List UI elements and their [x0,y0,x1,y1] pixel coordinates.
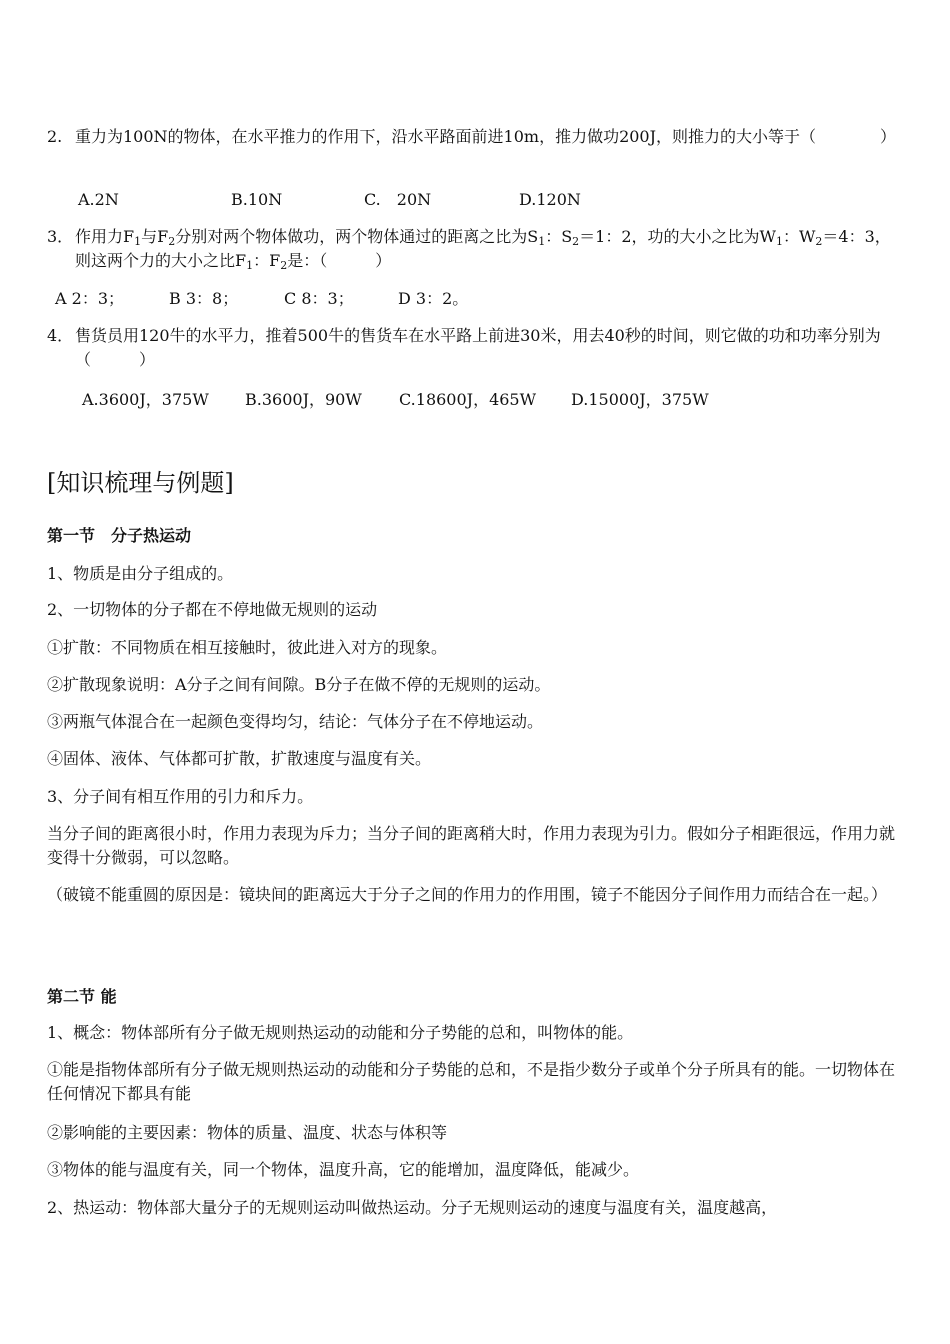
section-1-paragraph: 当分子间的距离很小时，作用力表现为斥力；当分子间的距离稍大时，作用力表现为引力。假如分子相距很远，作用力就变得十分微弱，可以忽略。 [47,824,896,867]
section-1-line: ④固体、液体、气体都可扩散，扩散速度与温度有关。 [47,749,432,768]
section-2-line: ②影响能的主要因素：物体的质量、温度、状态与体积等 [47,1123,448,1142]
section-1-title: 第一节 分子热运动 [47,526,192,545]
question-text: 作用力$F_1$与$F_2$分别对两个物体做功，两个物体通过的距离之比为$S_1$：$S_2=1$：2，功的大小之比为$W_1$：$W_2=4$：3，则这两个力的大小之比$F_1$：$F_2$是：（ ） [75,227,891,272]
section-2-paragraph: ①能是指物体部所有分子做无规则热运动的动能和分子势能的总和，不是指少数分子或单个分子所具有的能。一切物体在任何情况下都具有能 [47,1060,896,1103]
question-3-options [55,287,468,311]
section-1-line: ②扩散现象说明：A分子之间有间隙。B分子在做不停的无规则的运动。 [47,675,551,694]
section-2-line: 2、热运动：物体部大量分子的无规则运动叫做热运动。分子无规则运动的速度与温度有关，温度越高， [47,1198,778,1217]
section-2-line: ③物体的能与温度有关，同一个物体，温度升高，它的能增加，温度降低，能减少。 [47,1160,640,1179]
option-c: C. 20N [364,190,432,209]
question-4-options [82,388,709,412]
option-a: A 2：3； [55,289,125,308]
option-c: C.18600J，465W [399,390,537,409]
option-b: B.3600J，90W [245,390,362,409]
option-a: A.3600J，375W [82,390,209,409]
section-1-line: ③两瓶气体混合在一起颜色变得均匀，结论：气体分子在不停地运动。 [47,712,544,731]
question-3 [47,225,905,273]
section-1-line: 1、物质是由分子组成的。 [47,564,234,583]
question-number: 3． [47,227,74,246]
option-d: D.15000J，375W [571,390,709,409]
question-2-options [78,188,581,212]
question-number: 4． [47,326,74,345]
question-number: 2. [47,127,63,146]
question-4 [47,324,905,372]
question-text: 重力为100N的物体，在水平推力的作用下，沿水平路面前进10m，推力做功200J，则推力的大小等于（ ） [75,127,897,146]
option-b: B 3：8； [169,289,239,308]
option-a: A.2N [78,190,119,209]
option-c: C 8：3； [284,289,354,308]
option-d: D.120N [519,190,581,209]
question-text: 售货员用120牛的水平力，推着500牛的售货车在水平路上前进30米，用去40秒的时间，则它做的功和功率分别为（ ） [75,326,881,369]
question-2 [47,125,905,149]
option-b: B.10N [231,190,283,209]
option-d: D 3：2。 [398,289,469,308]
section-1-paragraph: （破镜不能重圆的原因是：镜块间的距离远大于分子之间的作用力的作用围，镜子不能因分子间作用力而结合在一起。） [47,885,888,904]
section-1-line: ①扩散：不同物质在相互接触时，彼此进入对方的现象。 [47,638,448,657]
section-1-line: 3、分子间有相互作用的引力和斥力。 [47,787,314,806]
section-2-line: 1、概念：物体部所有分子做无规则热运动的动能和分子势能的总和，叫物体的能。 [47,1023,634,1042]
section-heading: [知识梳理与例题] [47,469,234,497]
section-1-line: 2、一切物体的分子都在不停地做无规则的运动 [47,600,378,619]
section-2-title: 第二节 能 [47,987,117,1006]
